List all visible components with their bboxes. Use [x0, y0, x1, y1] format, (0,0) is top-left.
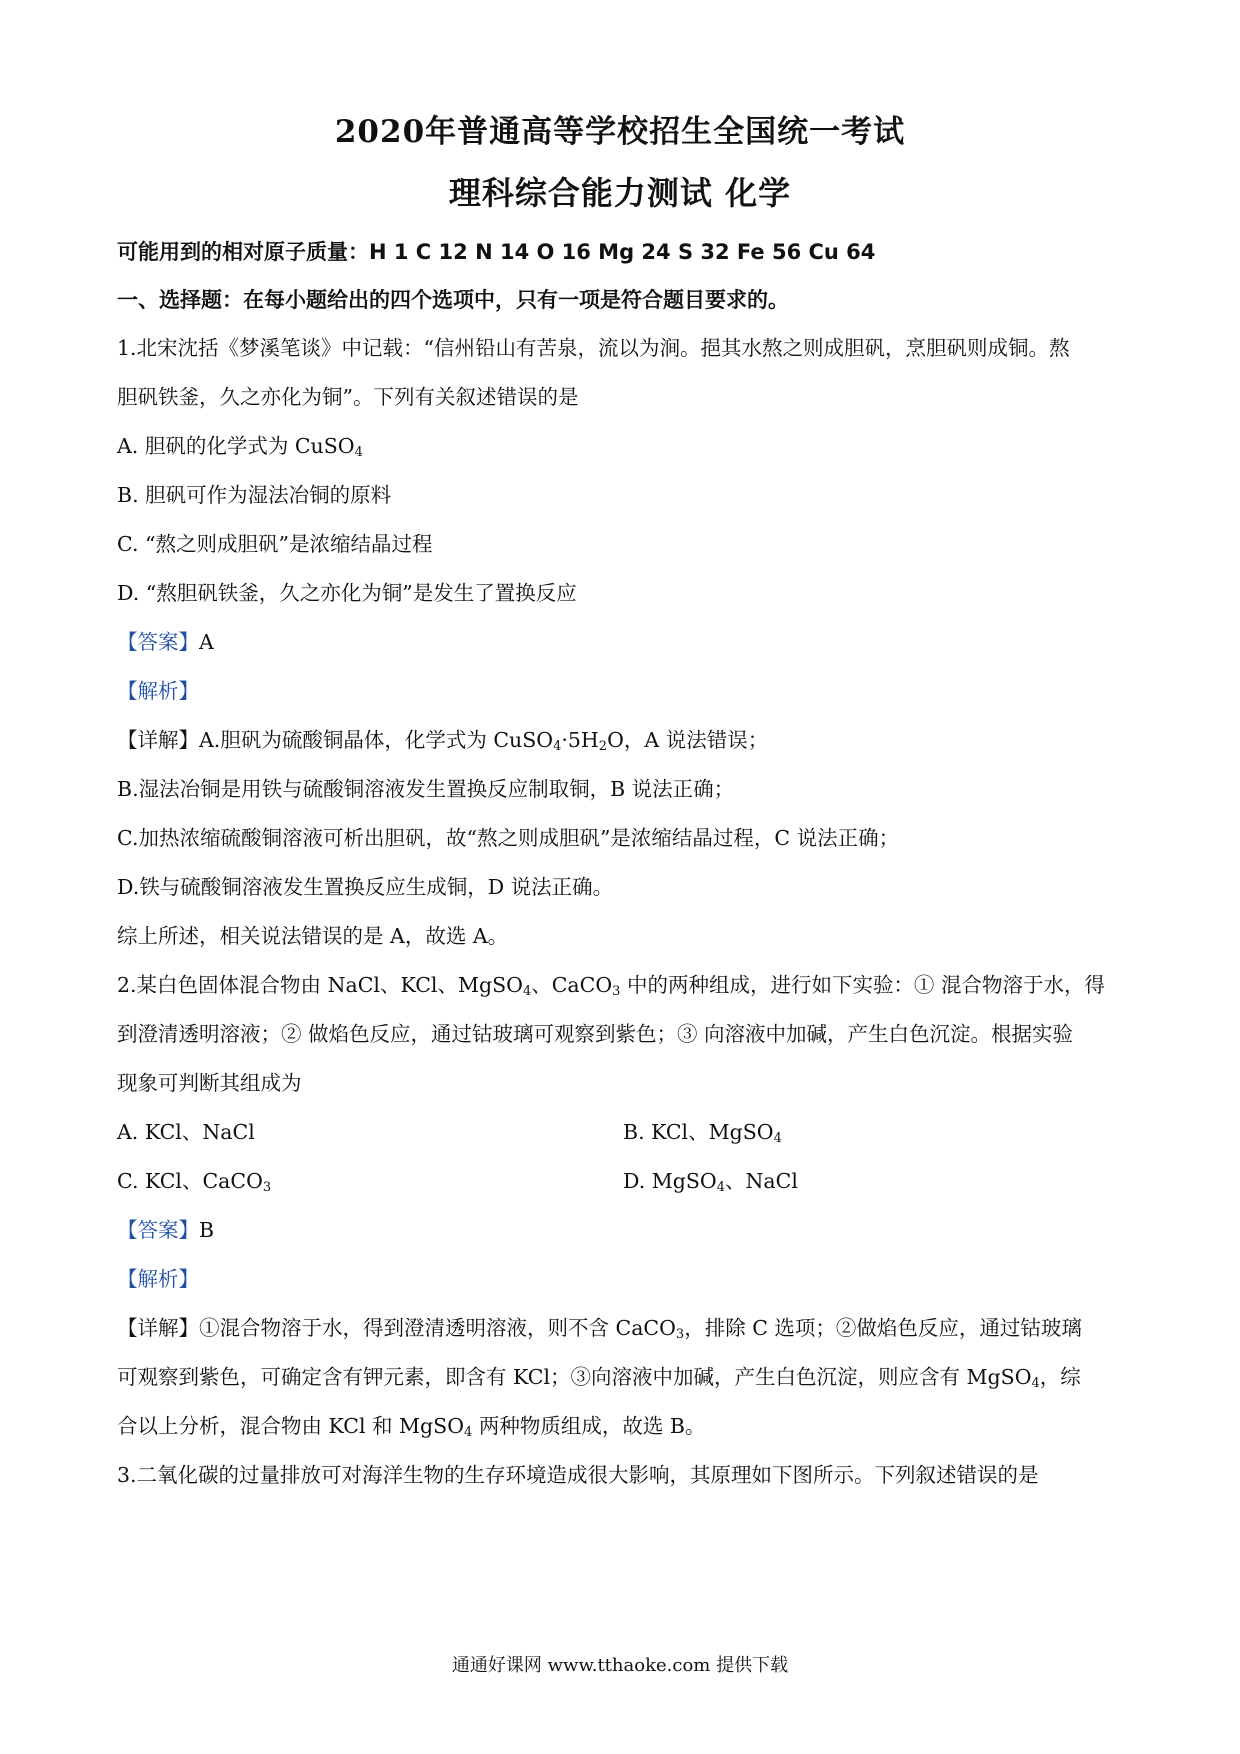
q1-detail-b: B.湿法冶铜是用铁与硫酸铜溶液发生置换反应制取铜，B 说法正确； — [117, 777, 735, 801]
detail-text: ①混合物溶于水，得到澄清透明溶液，则不含 CaCO — [199, 1316, 676, 1340]
detail-text: 合以上分析，混合物由 KCl 和 MgSO — [117, 1414, 465, 1438]
q1-stem-line1: 1.北宋沈括《梦溪笔谈》中记载：“信州铅山有苦泉，流以为涧。挹其水熬之则成胆矾，烹胆矾则成铜。熬 — [117, 336, 1070, 360]
subscript: 4 — [354, 445, 363, 460]
q2-detail-line1 — [117, 1314, 1082, 1342]
stem-text: 中的两种组成，进行如下实验：① 混合物溶于水，得 — [620, 973, 1105, 997]
q2-stem-line3: 现象可判断其组成为 — [117, 1071, 302, 1095]
q1-summary: 综上所述，相关说法错误的是 A，故选 A。 — [117, 924, 509, 948]
detail-tag: 【详解】 — [117, 728, 199, 752]
section-heading: 一、选择题：在每小题给出的四个选项中，只有一项是符合题目要求的。 — [117, 288, 789, 312]
q2-detail-line2 — [117, 1363, 1081, 1391]
option-text: C. KCl、CaCO — [117, 1169, 263, 1193]
detail-text: O，A 说法错误； — [607, 728, 769, 752]
q3-stem: 3.二氧化碳的过量排放可对海洋生物的生存环境造成很大影响，其原理如下图所示。下列叙述错误的是 — [117, 1463, 1039, 1487]
option-text: B. KCl、MgSO — [623, 1120, 774, 1144]
q2-analysis-tag: 【解析】 — [117, 1267, 199, 1291]
q2-stem-line1 — [117, 971, 1105, 999]
answer-tag: 【答案】 — [117, 630, 199, 654]
answer-value: B — [199, 1218, 215, 1242]
q2-option-b — [623, 1118, 782, 1146]
subscript: 3 — [675, 1327, 685, 1342]
q1-option-d: D. “熬胆矾铁釜，久之亦化为铜”是发生了置换反应 — [117, 581, 577, 605]
q2-stem-line2: 到澄清透明溶液；② 做焰色反应，通过钴玻璃可观察到紫色；③ 向溶液中加碱，产生白色沉淀。根据实验 — [117, 1022, 1074, 1046]
subscript: 4 — [464, 1425, 473, 1440]
detail-text: A.胆矾为硫酸铜晶体，化学式为 CuSO — [199, 728, 554, 752]
q2-option-c — [117, 1167, 271, 1195]
q1-option-b: B. 胆矾可作为湿法冶铜的原料 — [117, 483, 392, 507]
detail-text: 两种物质组成，故选 B。 — [472, 1414, 706, 1438]
subscript: 4 — [773, 1131, 782, 1146]
q1-detail-c: C.加热浓缩硫酸铜溶液可析出胆矾，故“熬之则成胆矾”是浓缩结晶过程，C 说法正确； — [117, 826, 900, 850]
q1-stem-line2: 胆矾铁釜，久之亦化为铜”。下列有关叙述错误的是 — [117, 385, 579, 409]
option-text: 、NaCl — [724, 1169, 798, 1193]
q1-detail-d: D.铁与硫酸铜溶液发生置换反应生成铜，D 说法正确。 — [117, 875, 614, 899]
q2-detail-line3 — [117, 1412, 705, 1440]
subscript: 2 — [598, 739, 608, 754]
exam-title: 2020年普通高等学校招生全国统一考试 — [334, 114, 906, 150]
q1-option-a-text: A. 胆矾的化学式为 CuSO — [117, 434, 355, 458]
q1-option-c: C. “熬之则成胆矾”是浓缩结晶过程 — [117, 532, 433, 556]
q1-option-a — [117, 432, 363, 460]
answer-value: A — [199, 630, 214, 654]
q1-analysis-tag: 【解析】 — [117, 679, 199, 703]
answer-tag: 【答案】 — [117, 1218, 199, 1242]
option-text: D. MgSO — [623, 1169, 717, 1193]
q2-option-d — [623, 1167, 798, 1195]
subscript: 4 — [1031, 1376, 1040, 1391]
detail-tag: 【详解】 — [117, 1316, 199, 1340]
atomic-mass-line: 可能用到的相对原子质量：H 1 C 12 N 14 O 16 Mg 24 S 32 Fe 56 Cu 64 — [117, 240, 876, 264]
page-footer: 通通好课网 www.tthaoke.com 提供下载 — [451, 1655, 789, 1676]
q1-answer — [117, 628, 214, 656]
subscript: 4 — [716, 1180, 725, 1195]
stem-text: 2.某白色固体混合物由 NaCl、KCl、MgSO — [117, 973, 523, 997]
subscript: 3 — [262, 1180, 272, 1195]
q1-detail-a — [117, 726, 768, 754]
detail-text: ·5H — [561, 728, 599, 752]
subscript: 3 — [612, 984, 621, 999]
detail-text: 可观察到紫色，可确定含有钾元素，即含有 KCl；③向溶液中加碱，产生白色沉淀，则应含有 MgSO — [117, 1365, 1032, 1389]
subscript: 4 — [522, 984, 532, 999]
subscript: 4 — [553, 739, 562, 754]
exam-subtitle: 理科综合能力测试 化学 — [448, 174, 792, 212]
q2-option-a: A. KCl、NaCl — [117, 1120, 255, 1144]
stem-text: 、CaCO — [531, 973, 613, 997]
detail-text: ，综 — [1039, 1365, 1081, 1389]
q2-answer — [117, 1216, 214, 1244]
detail-text: ，排除 C 选项；②做焰色反应，通过钴玻璃 — [684, 1316, 1082, 1340]
